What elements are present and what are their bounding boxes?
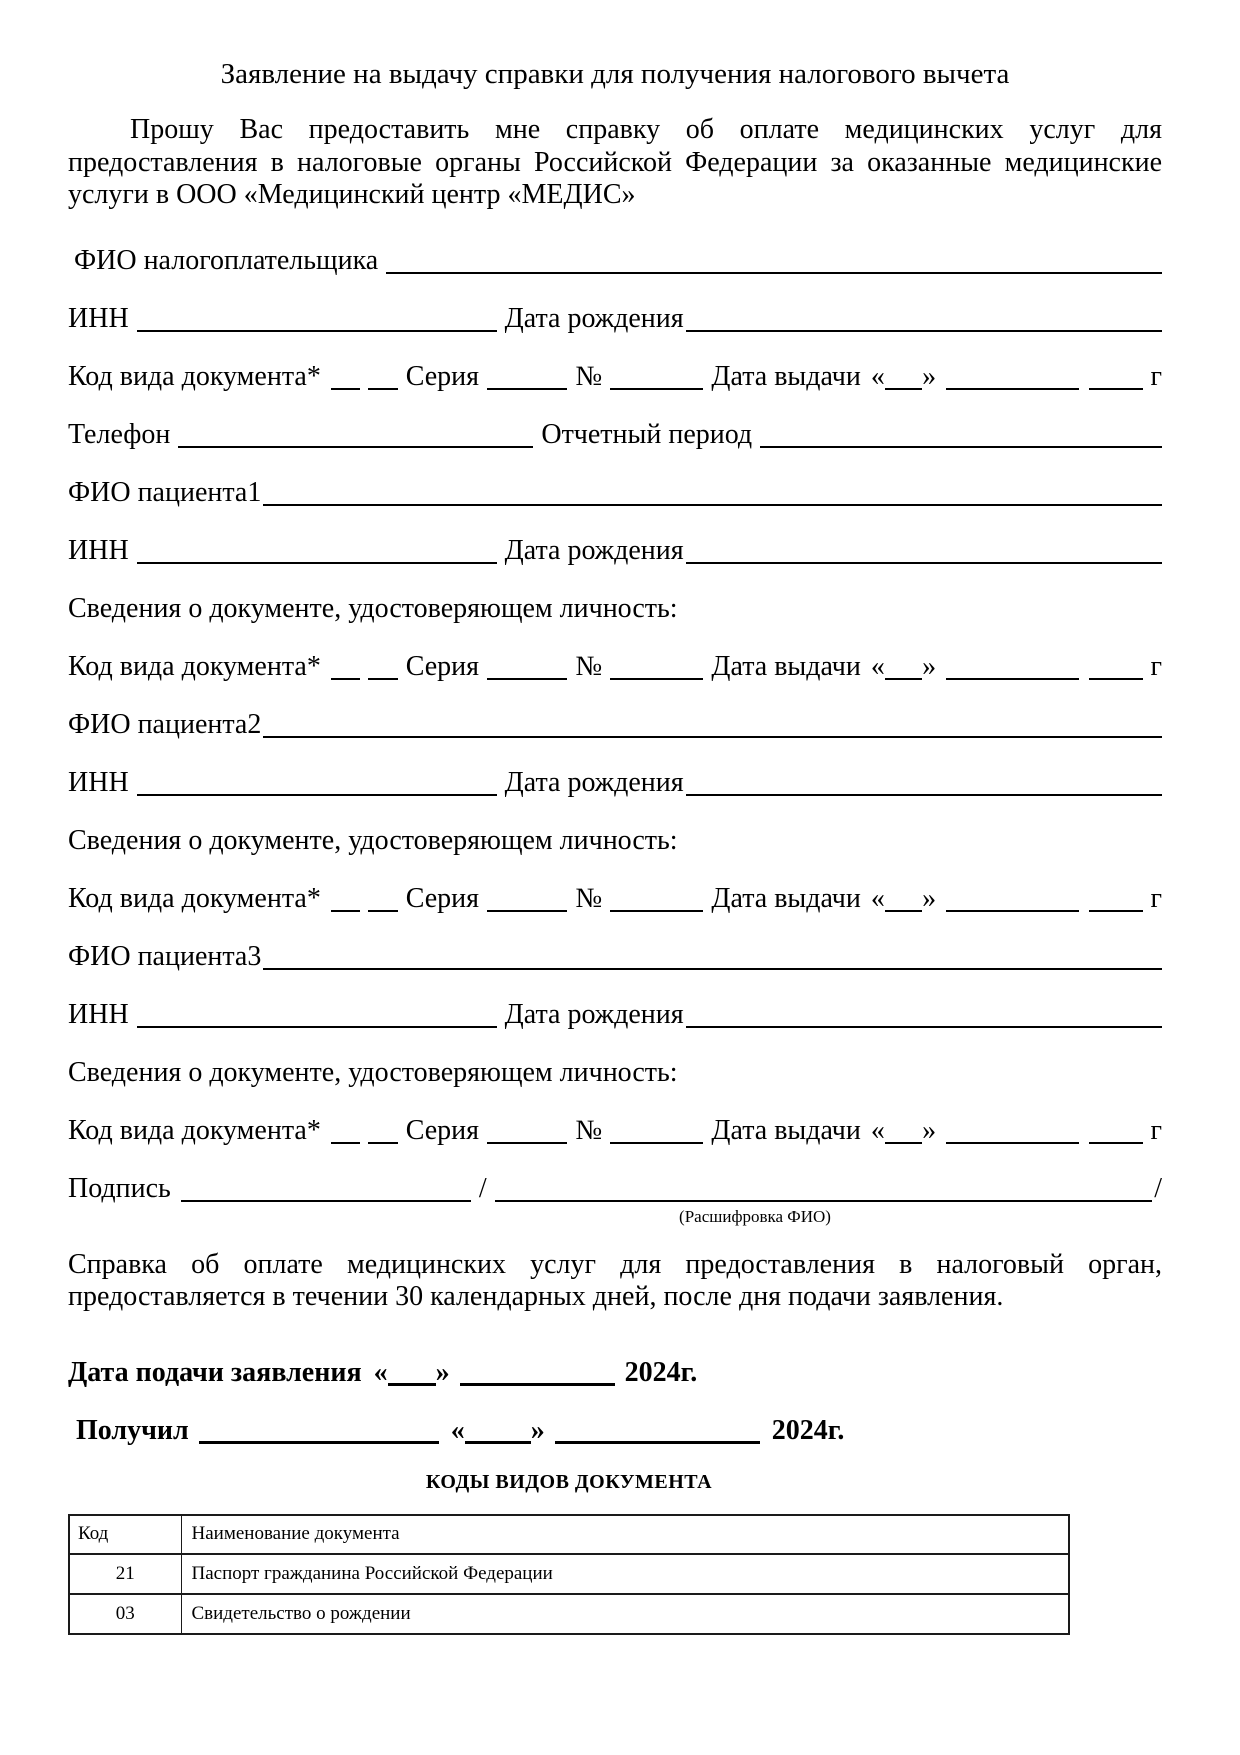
doc-code-label: Код вида документа* — [68, 650, 321, 682]
signature-name-blank[interactable] — [495, 1200, 1153, 1202]
doc-identity-label: Сведения о документе, удостоверяющем личность: — [68, 592, 678, 624]
issue-date-label: Дата выдачи — [711, 650, 861, 682]
inn-blank[interactable] — [137, 794, 497, 796]
submission-date-line — [68, 1358, 1162, 1387]
series-blank[interactable] — [487, 910, 567, 912]
issue-day-blank[interactable] — [885, 910, 922, 912]
signature-caption: (Расшифровка ФИО) — [679, 1206, 831, 1226]
issue-day-blank[interactable] — [885, 388, 922, 390]
patient1-doc-line — [68, 652, 1162, 681]
code-value: 21 — [69, 1554, 181, 1594]
issue-month-blank[interactable] — [946, 678, 1078, 680]
patient3-name-line — [68, 942, 1162, 971]
issue-year-blank[interactable] — [1089, 678, 1143, 680]
signature-line — [68, 1174, 1162, 1203]
received-label: Получил — [76, 1414, 189, 1446]
patient2-doc-line — [68, 884, 1162, 913]
received-year: 2024г. — [771, 1414, 845, 1446]
birthdate-label: Дата рождения — [504, 534, 684, 566]
taxpayer-name-label: ФИО налогоплательщика — [74, 244, 379, 276]
number-blank[interactable] — [610, 1142, 703, 1144]
series-label: Серия — [405, 882, 480, 914]
doc-identity-label: Сведения о документе, удостоверяющем личность: — [68, 1056, 678, 1088]
quote-close: » — [922, 650, 937, 682]
doc-code-blank-1[interactable] — [331, 1142, 360, 1144]
patient1-inn-line — [68, 536, 1162, 565]
inn-label: ИНН — [68, 998, 129, 1030]
quote-close: » — [530, 1414, 545, 1446]
patient1-name-label: ФИО пациента1 — [68, 476, 262, 508]
issue-date-label: Дата выдачи — [711, 1114, 861, 1146]
quote-close: » — [435, 1356, 450, 1388]
patient1-name-line — [68, 478, 1162, 507]
patient3-doc-info-heading — [68, 1058, 1162, 1087]
taxpayer-name-line — [68, 246, 1162, 275]
doc-code-blank-2[interactable] — [368, 678, 397, 680]
inn-label: ИНН — [68, 534, 129, 566]
report-period-blank[interactable] — [760, 446, 1162, 448]
submission-date-label: Дата подачи заявления — [68, 1356, 362, 1388]
received-name-blank[interactable] — [199, 1441, 439, 1444]
number-blank[interactable] — [610, 678, 703, 680]
issue-date-label: Дата выдачи — [711, 882, 861, 914]
inn-label: ИНН — [68, 766, 129, 798]
doc-code-blank-2[interactable] — [368, 388, 397, 390]
patient2-name-line — [68, 710, 1162, 739]
issue-month-blank[interactable] — [946, 1142, 1078, 1144]
series-blank[interactable] — [487, 1142, 567, 1144]
received-line — [68, 1416, 1162, 1445]
issue-month-blank[interactable] — [946, 910, 1078, 912]
doc-code-blank-1[interactable] — [331, 388, 360, 390]
quote-open: « — [870, 650, 885, 682]
quote-open: « — [870, 360, 885, 392]
issue-year-blank[interactable] — [1089, 388, 1143, 390]
phone-blank[interactable] — [178, 446, 533, 448]
number-label: № — [575, 882, 603, 914]
quote-open: « — [373, 1356, 388, 1388]
patient2-doc-info-heading — [68, 826, 1162, 855]
quote-open: « — [870, 882, 885, 914]
submission-month-blank[interactable] — [460, 1383, 615, 1386]
series-label: Серия — [405, 1114, 480, 1146]
phone-line — [68, 420, 1162, 449]
birthdate-blank[interactable] — [686, 1026, 1162, 1028]
table-row — [69, 1594, 1069, 1634]
report-period-label: Отчетный период — [541, 418, 753, 450]
received-month-blank[interactable] — [555, 1441, 760, 1444]
birthdate-blank[interactable] — [686, 562, 1162, 564]
signature-label: Подпись — [68, 1172, 171, 1204]
series-label: Серия — [405, 650, 480, 682]
submission-day-blank[interactable] — [388, 1383, 436, 1386]
number-label: № — [575, 360, 603, 392]
patient2-name-blank[interactable] — [263, 736, 1162, 738]
quote-close: » — [922, 882, 937, 914]
patient2-name-label: ФИО пациента2 — [68, 708, 262, 740]
series-blank[interactable] — [487, 388, 567, 390]
intro-paragraph: Прошу Вас предоставить мне справку об оплате медицинских услуг для предоставления в налоговые органы Российской Федерации за оказанные медицинские услуги в ООО «Медицинский центр «МЕДИС» — [68, 114, 1162, 210]
patient2-inn-line — [68, 768, 1162, 797]
series-label: Серия — [405, 360, 480, 392]
received-day-blank[interactable] — [465, 1441, 531, 1444]
quote-close: » — [922, 1114, 937, 1146]
doc-code-label: Код вида документа* — [68, 360, 321, 392]
issue-date-label: Дата выдачи — [711, 360, 861, 392]
patient1-doc-info-heading — [68, 594, 1162, 623]
year-letter: г — [1150, 650, 1163, 682]
codes-header-name: Наименование документа — [181, 1515, 1069, 1554]
quote-open: « — [870, 1114, 885, 1146]
birthdate-blank[interactable] — [686, 794, 1162, 796]
birthdate-label: Дата рождения — [504, 998, 684, 1030]
patient3-name-blank[interactable] — [263, 968, 1162, 970]
slash-right: / — [1154, 1172, 1162, 1204]
patient1-name-blank[interactable] — [263, 504, 1162, 506]
codes-header-row — [69, 1515, 1069, 1554]
doc-code-blank-1[interactable] — [331, 678, 360, 680]
inn-blank[interactable] — [137, 1026, 497, 1028]
patient3-name-label: ФИО пациента3 — [68, 940, 262, 972]
doc-code-label: Код вида документа* — [68, 882, 321, 914]
inn-blank[interactable] — [137, 562, 497, 564]
year-letter: г — [1150, 360, 1163, 392]
patient3-inn-line — [68, 1000, 1162, 1029]
taxpayer-name-blank[interactable] — [386, 272, 1162, 274]
phone-label: Телефон — [68, 418, 171, 450]
year-letter: г — [1150, 882, 1163, 914]
code-name: Паспорт гражданина Российской Федерации — [181, 1554, 1069, 1594]
birthdate-label: Дата рождения — [504, 302, 684, 334]
doc-code-label: Код вида документа* — [68, 1114, 321, 1146]
issue-month-blank[interactable] — [946, 388, 1078, 390]
number-label: № — [575, 650, 603, 682]
table-row — [69, 1554, 1069, 1594]
codes-table — [68, 1514, 1070, 1635]
taxpayer-inn-line — [68, 304, 1162, 333]
inn-label: ИНН — [68, 302, 129, 334]
year-letter: г — [1150, 1114, 1163, 1146]
codes-table-title: КОДЫ ВИДОВ ДОКУМЕНТА — [425, 1470, 713, 1493]
taxpayer-doc-line — [68, 362, 1162, 391]
patient3-doc-line — [68, 1116, 1162, 1145]
doc-code-blank-2[interactable] — [368, 910, 397, 912]
codes-header-code: Код — [69, 1515, 181, 1554]
doc-identity-label: Сведения о документе, удостоверяющем личность: — [68, 824, 678, 856]
number-blank[interactable] — [610, 910, 703, 912]
issue-year-blank[interactable] — [1089, 910, 1143, 912]
doc-code-blank-1[interactable] — [331, 910, 360, 912]
doc-code-blank-2[interactable] — [368, 1142, 397, 1144]
page-title: Заявление на выдачу справки для получения налогового вычета — [220, 58, 1010, 90]
number-label: № — [575, 1114, 603, 1146]
submission-year: 2024г. — [624, 1356, 698, 1388]
issue-day-blank[interactable] — [885, 678, 922, 680]
quote-open: « — [450, 1414, 465, 1446]
issue-day-blank[interactable] — [885, 1142, 922, 1144]
quote-close: » — [922, 360, 937, 392]
inn-blank[interactable] — [137, 330, 497, 332]
slash-left: / — [478, 1172, 487, 1204]
birthdate-label: Дата рождения — [504, 766, 684, 798]
series-blank[interactable] — [487, 678, 567, 680]
signature-blank[interactable] — [181, 1200, 471, 1202]
code-name: Свидетельство о рождении — [181, 1594, 1069, 1634]
birthdate-blank[interactable] — [686, 330, 1162, 332]
number-blank[interactable] — [610, 388, 703, 390]
code-value: 03 — [69, 1594, 181, 1634]
note-paragraph: Справка об оплате медицинских услуг для предоставления в налоговый орган, предоставляется в течении 30 календарных дней, после дня подачи заявления. — [68, 1248, 1162, 1312]
issue-year-blank[interactable] — [1089, 1142, 1143, 1144]
